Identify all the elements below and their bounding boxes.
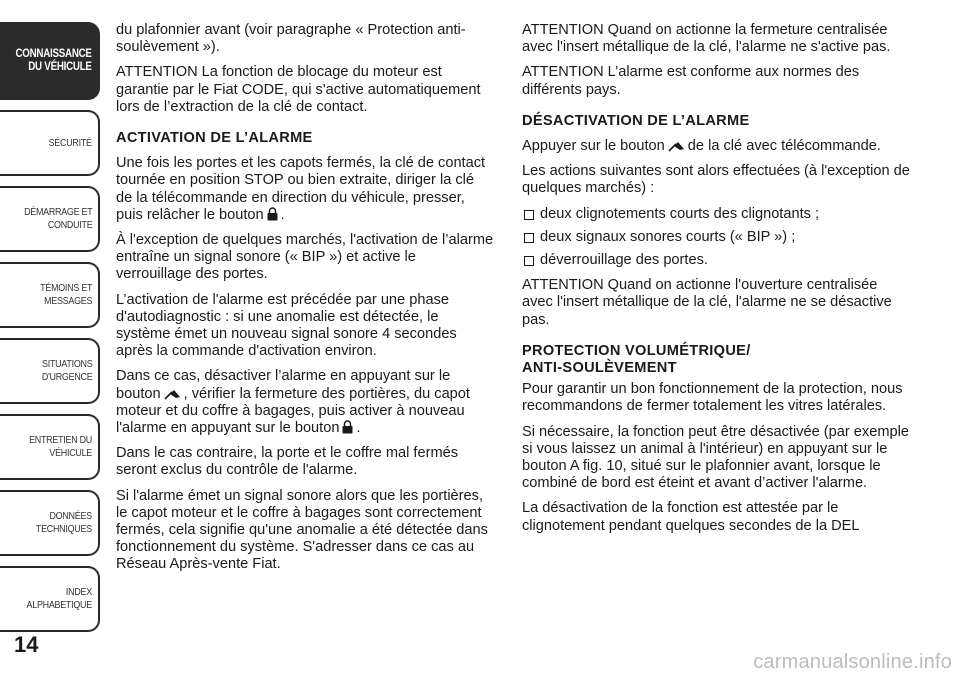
- tab-connaissance-du-vehicule[interactable]: [0, 22, 100, 100]
- paragraph: Dans ce cas, désactiver l’alarme en appuyant sur le bouton , vérifier la fermeture des portières, du capot moteur et du coffre à bagages, puis activer à nouveau l'alarme en appuyant sur le bouton .: [116, 368, 470, 437]
- lock-icon: [342, 420, 353, 434]
- paragraph: Les actions suivantes sont alors effectuées (à l'exception de quelques marchés) :: [522, 163, 910, 197]
- watermark: carmanualsonline.info: [753, 651, 952, 673]
- paragraph: Si l'alarme émet un signal sonore alors que les portières, le capot moteur et le coffre à bagages sont correctement fermés, cela signifie qu'une anomalie a été détectée dans fonctionnement du système. S'adresser dans ce cas au Réseau Après-vente Fiat.: [116, 487, 488, 573]
- list-item: deux signaux sonores courts (« BIP ») ;: [522, 229, 910, 246]
- tab-securite[interactable]: [0, 110, 100, 176]
- section-heading: ACTIVATION DE L’ALARME: [116, 130, 313, 147]
- paragraph: La désactivation de la fonction est attestée par le clignotement pendant quelques secondes de la DEL: [522, 500, 860, 534]
- paragraph: L’activation de l'alarme est précédée par une phase d'autodiagnostic : si une anomalie est détectée, le système émet un nouveau signal sonore 4 secondes après la commande d'activation environ.: [116, 291, 457, 360]
- chapter-tabs: [0, 22, 100, 642]
- key-icon: [164, 388, 181, 400]
- list-item: deux clignotements courts des clignotants ;: [522, 206, 910, 223]
- tab-label: CONNAISSANCE DU VÉHICULE: [15, 48, 92, 73]
- paragraph: du plafonnier avant (voir paragraphe « Protection anti-soulèvement »).: [116, 22, 466, 56]
- left-column: [116, 22, 494, 582]
- tab-donnees-techniques[interactable]: [0, 490, 100, 556]
- paragraph: ATTENTION Quand on actionne la fermeture centralisée avec l'insert métallique de la clé, l'alarme ne s'active pas.: [522, 22, 891, 56]
- key-icon: [668, 140, 685, 152]
- tab-temoins-et-messages[interactable]: [0, 262, 100, 328]
- section-heading: DÉSACTIVATION DE L’ALARME: [522, 112, 750, 129]
- list-item: déverrouillage des portes.: [522, 252, 910, 269]
- paragraph: Si nécessaire, la fonction peut être désactivée (par exemple si vous laissez un animal à l'intérieur) en appuyant sur le bouton A fig. 10, situé sur le plafonnier avant, lorsque le combiné de bord est éteint et avant d’activer l'alarme.: [522, 423, 909, 492]
- paragraph: ATTENTION Quand on actionne l'ouverture centralisée avec l'insert métallique de la clé, l'alarme ne se désactive pas.: [522, 277, 892, 328]
- tab-entretien-du-vehicule[interactable]: [0, 414, 100, 480]
- tab-label: TÉMOINS ET MESSAGES: [40, 282, 92, 307]
- paragraph: Dans le cas contraire, la porte et le coffre mal fermés seront exclus du contrôle de l'alarme.: [116, 445, 459, 479]
- tab-label: ENTRETIEN DU VÉHICULE: [29, 434, 92, 459]
- paragraph: ATTENTION La fonction de blocage du moteur est garantie par le Fiat CODE, qui s'active automatiquement lors de l’extraction de la clé de contact.: [116, 64, 481, 115]
- lock-icon: [267, 207, 278, 221]
- tab-label: INDEX ALPHABETIQUE: [26, 586, 92, 611]
- paragraph: Appuyer sur le bouton de la clé avec télécommande.: [522, 138, 881, 155]
- section-heading: PROTECTION VOLUMÉTRIQUE/ ANTI-SOULÈVEMENT: [522, 342, 751, 377]
- tab-label: SITUATIONS D'URGENCE: [41, 358, 92, 383]
- checkbox-bullet-icon: [524, 210, 534, 220]
- paragraph: À l'exception de quelques marchés, l'activation de l’alarme entraîne un signal sonore (« BIP ») et active le verrouillage des portes.: [116, 232, 494, 283]
- tab-label: DONNÉES TECHNIQUES: [36, 510, 92, 535]
- checkbox-bullet-icon: [524, 233, 534, 243]
- paragraph: ATTENTION L’alarme est conforme aux normes des différents pays.: [522, 64, 860, 98]
- paragraph: Une fois les portes et les capots fermés, la clé de contact tournée en position STOP ou bien extraite, diriger la clé de la télécommande en direction du véhicule, presser, puis relâcher le bouton .: [116, 155, 486, 223]
- paragraph: Pour garantir un bon fonctionnement de la protection, nous recommandons de fermer totalement les vitres latérales.: [522, 381, 903, 415]
- right-column: [522, 22, 910, 543]
- tab-index-alphabetique[interactable]: [0, 566, 100, 632]
- tab-situations-durgence[interactable]: [0, 338, 100, 404]
- tab-label: SÉCURITÉ: [48, 136, 92, 149]
- tab-label: DÉMARRAGE ET CONDUITE: [23, 206, 92, 231]
- bullet-list: [522, 206, 910, 270]
- tab-demarrage-et-conduite[interactable]: [0, 186, 100, 252]
- page-number: 14: [14, 632, 39, 657]
- checkbox-bullet-icon: [524, 256, 534, 266]
